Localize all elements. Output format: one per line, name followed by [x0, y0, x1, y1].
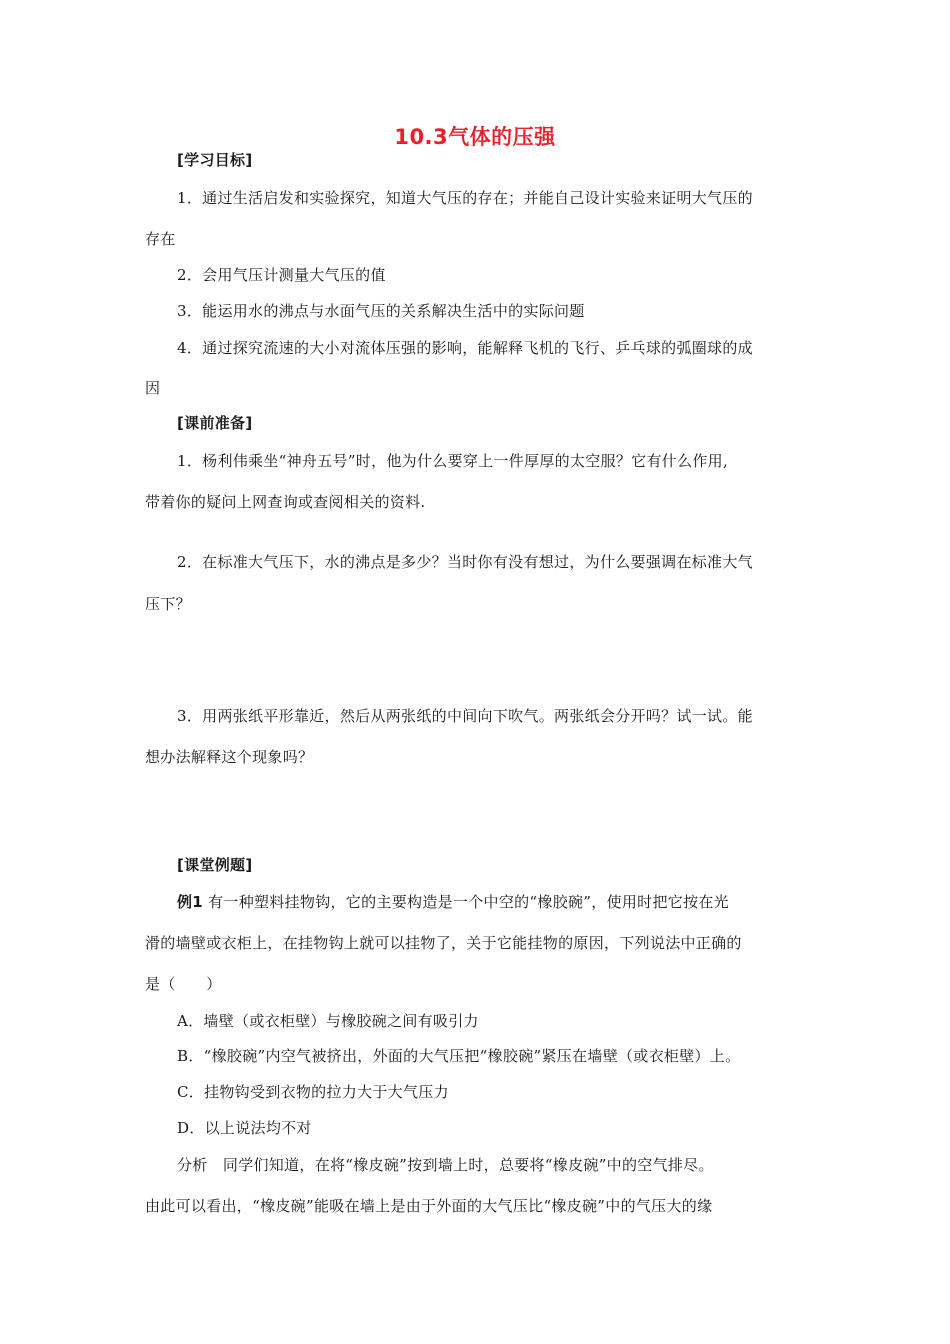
prep-question-2-cont: 压下？ — [145, 595, 191, 613]
goal-item-2: 2．会用气压计测量大气压的值 — [177, 266, 386, 284]
example-1-line-2: 滑的墙壁或衣柜上，在挂物钩上就可以挂物了，关于它能挂物的原因，下列说法中正确的 — [145, 934, 742, 952]
goal-item-3: 3．能运用水的沸点与水面气压的关系解决生活中的实际问题 — [177, 302, 585, 320]
example-1-label: 例1 — [177, 893, 204, 911]
prep-question-1: 1．杨利伟乘坐“神舟五号”时，他为什么要穿上一件厚厚的太空服？它有什么作用, — [177, 452, 729, 470]
goal-item-4-cont: 因 — [145, 379, 161, 397]
prep-question-2: 2．在标准大气压下，水的沸点是多少？当时你有没有想过，为什么要强调在标准大气 — [177, 553, 753, 571]
goal-item-4: 4．通过探究流速的大小对流体压强的影响，能解释飞机的飞行、乒乓球的弧圈球的成 — [177, 339, 753, 357]
goal-item-1-cont: 存在 — [145, 230, 176, 248]
option-a: A．墙壁（或衣柜壁）与橡胶碗之间有吸引力 — [177, 1012, 479, 1030]
page-title: 10.3气体的压强 — [394, 125, 556, 149]
analysis-line-2: 由此可以看出，“橡皮碗”能吸在墙上是由于外面的大气压比“橡皮碗”中的气压大的缘 — [145, 1197, 713, 1215]
prep-question-1-cont: 带着你的疑问上网查询或查阅相关的资料. — [145, 493, 426, 511]
section-heading-prep: [课前准备] — [177, 414, 253, 432]
section-heading-examples: [课堂例题] — [177, 856, 253, 874]
prep-question-3: 3．用两张纸平形靠近，然后从两张纸的中间向下吹气。两张纸会分开吗？试一试。能 — [177, 707, 753, 725]
option-b: B．“橡胶碗”内空气被挤出，外面的大气压把“橡胶碗”紧压在墙壁（或衣柜壁）上。 — [177, 1047, 741, 1065]
goal-item-1: 1．通过生活启发和实验探究，知道大气压的存在；并能自己设计实验来证明大气压的 — [177, 189, 753, 207]
option-d: D．以上说法均不对 — [177, 1119, 312, 1137]
section-heading-goals: [学习目标] — [177, 151, 253, 169]
example-1-text: 有一种塑料挂物钩，它的主要构造是一个中空的“橡胶碗”，使用时把它按在光 — [208, 893, 729, 911]
example-1-line-3: 是（ ） — [145, 975, 222, 993]
analysis-line-1: 分析 同学们知道，在将“橡皮碗”按到墙上时，总要将“橡皮碗”中的空气排尽。 — [177, 1156, 714, 1174]
example-1-line-1 — [177, 892, 729, 912]
option-c: C．挂物钩受到衣物的拉力大于大气压力 — [177, 1083, 449, 1101]
prep-question-3-cont: 想办法解释这个现象吗？ — [145, 748, 314, 766]
